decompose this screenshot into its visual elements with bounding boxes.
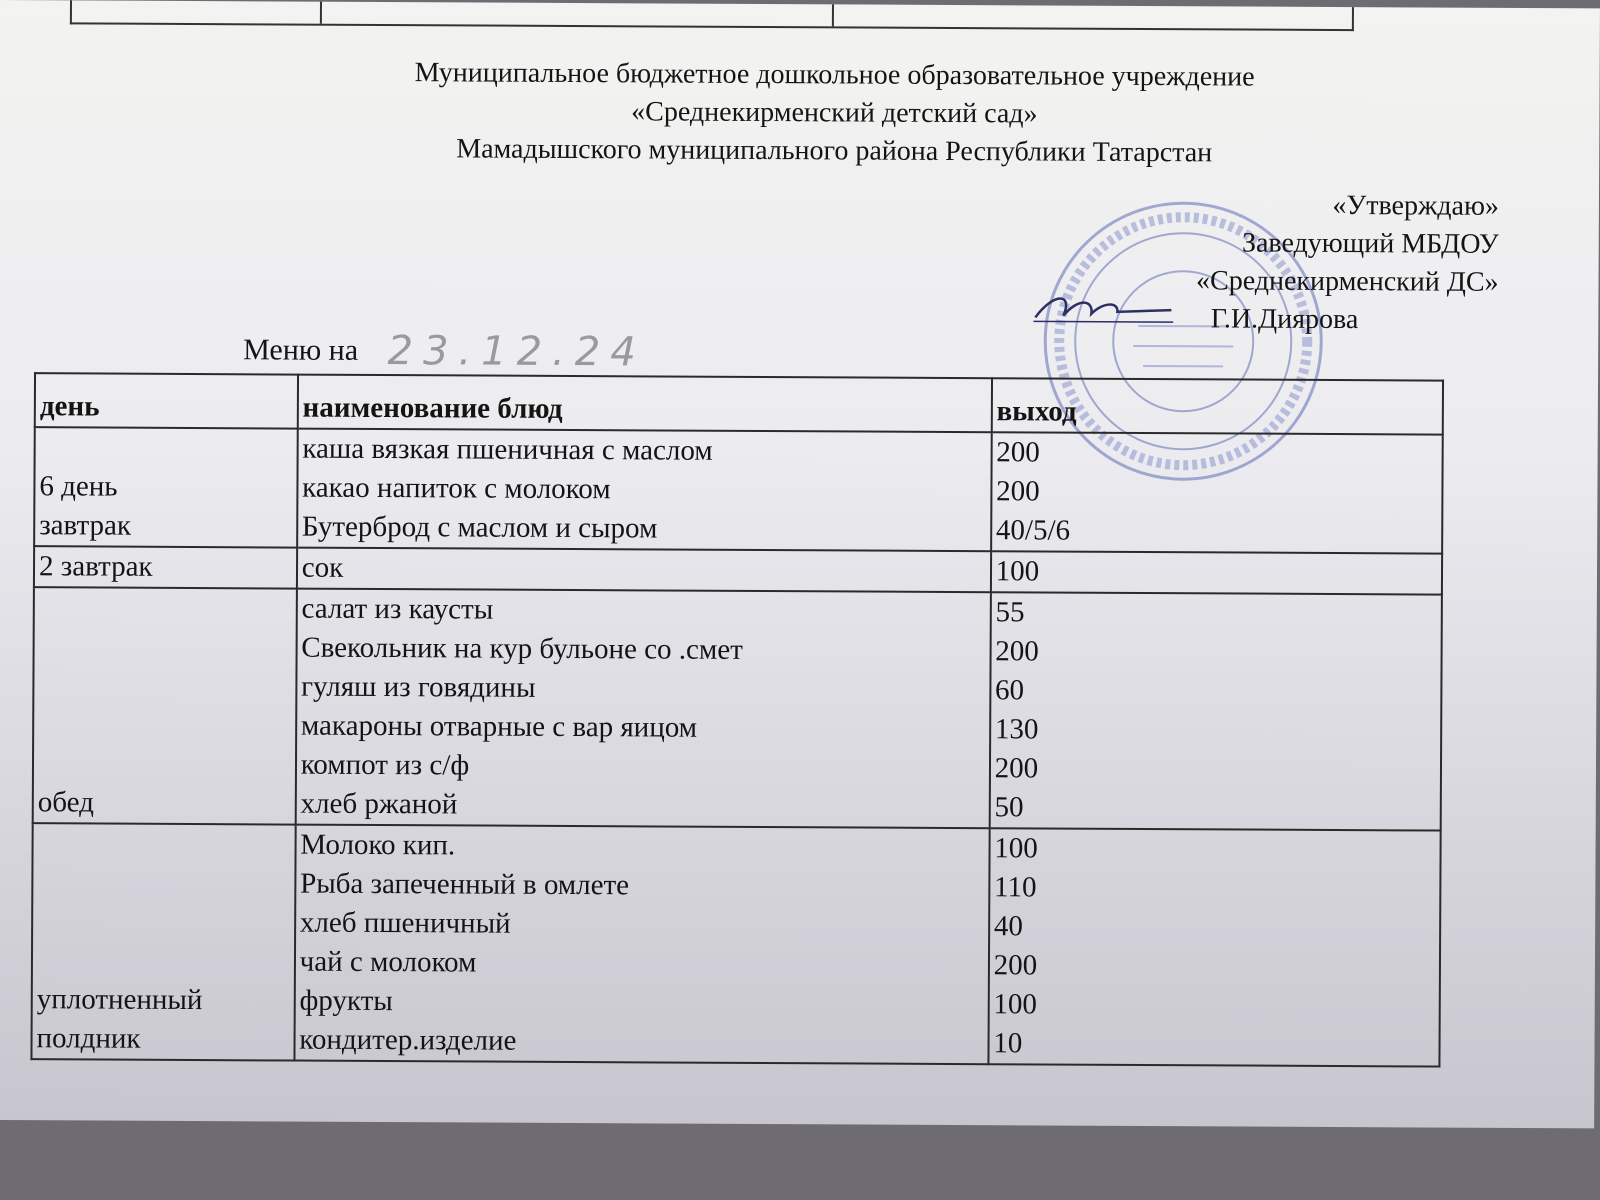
output-cell <box>988 828 1441 1066</box>
menu-table-body <box>31 427 1442 1066</box>
approver-name: Г.И.Диярова <box>1210 303 1359 336</box>
output-value: 55 <box>995 596 1025 629</box>
signature-icon <box>1033 287 1173 328</box>
dish-name: каша вязкая пшеничная с маслом <box>302 432 713 467</box>
dish-name: Рыба запеченный в омлете <box>300 867 630 902</box>
output-value: 200 <box>993 949 1038 982</box>
day-cell <box>33 587 297 824</box>
approval-position: Заведующий МБДОУ <box>1241 227 1499 260</box>
dish-name: сок <box>301 551 344 584</box>
header-line-1: Муниципальное бюджетное дошкольное образовательное учреждение <box>414 57 1255 93</box>
output-value: 40 <box>993 910 1023 943</box>
dish-name: хлеб ржаной <box>300 787 458 821</box>
day-cell <box>34 546 297 588</box>
dish-name: Свекольник на кур бульоне со .смет <box>301 631 743 666</box>
menu-table <box>30 372 1444 1067</box>
output-value: 100 <box>994 832 1038 865</box>
menu-title-label: Меню на <box>243 333 359 367</box>
dish-name: чай с молоком <box>299 945 477 979</box>
day-line: завтрак <box>39 509 132 542</box>
output-value: 10 <box>993 1027 1023 1060</box>
day-line: уплотненный <box>36 983 203 1017</box>
dish-name: макароны отварные с вар яицом <box>300 709 698 744</box>
table-row <box>34 427 1443 553</box>
output-cell <box>989 592 1442 830</box>
dish-name: фрукты <box>299 984 393 1018</box>
output-value: 100 <box>993 988 1038 1021</box>
dish-cell <box>295 589 990 829</box>
output-value: 200 <box>996 436 1040 469</box>
day-line: 2 завтрак <box>38 550 153 583</box>
header-line-2: «Среднекирменский детский сад» <box>631 96 1038 130</box>
dish-name: какао напиток с молоком <box>302 471 611 506</box>
output-value: 200 <box>994 752 1039 785</box>
dish-name: гуляш из говядины <box>301 670 536 704</box>
day-line: обед <box>37 786 95 819</box>
day-cell <box>31 823 295 1060</box>
dish-name: Молоко кип. <box>300 828 456 862</box>
approval-org: «Среднекирменский ДС» <box>1195 265 1499 298</box>
dish-name: хлеб пшеничный <box>299 906 511 940</box>
approval-approve: «Утверждаю» <box>1332 189 1500 222</box>
day-line: полдник <box>36 1022 141 1055</box>
day-line: 6 день <box>39 470 118 503</box>
output-cell <box>991 432 1443 553</box>
output-value: 100 <box>995 555 1040 588</box>
institution-header <box>319 54 1350 173</box>
dish-cell <box>294 825 989 1065</box>
table-header-row <box>35 373 1443 434</box>
header-day: день <box>35 373 298 428</box>
header-dish: наименование блюд <box>297 375 991 433</box>
table-row <box>33 587 1442 830</box>
table-row <box>31 823 1440 1066</box>
output-value: 200 <box>996 475 1040 508</box>
dish-name: салат из каусты <box>301 592 494 626</box>
output-cell <box>991 551 1443 594</box>
day-cell <box>34 427 297 547</box>
output-value: 200 <box>995 635 1039 668</box>
output-value: 130 <box>994 713 1039 746</box>
previous-table-edge <box>70 0 1354 31</box>
output-value: 110 <box>993 871 1037 904</box>
dish-cell <box>297 429 992 552</box>
header-output: выход <box>991 378 1443 434</box>
header-line-3: Мамадышского муниципального района Республики Татарстан <box>456 133 1213 169</box>
dish-cell <box>297 548 991 593</box>
dish-name: кондитер.изделие <box>299 1023 517 1057</box>
output-value: 40/5/6 <box>995 514 1071 547</box>
dish-name: компот из с/ф <box>300 748 470 782</box>
dish-name: Бутерброд с маслом и сыром <box>301 510 658 545</box>
output-value: 50 <box>994 791 1024 824</box>
menu-date: 23.12.24 <box>387 328 646 376</box>
menu-title <box>243 327 646 375</box>
output-value: 60 <box>995 674 1025 707</box>
